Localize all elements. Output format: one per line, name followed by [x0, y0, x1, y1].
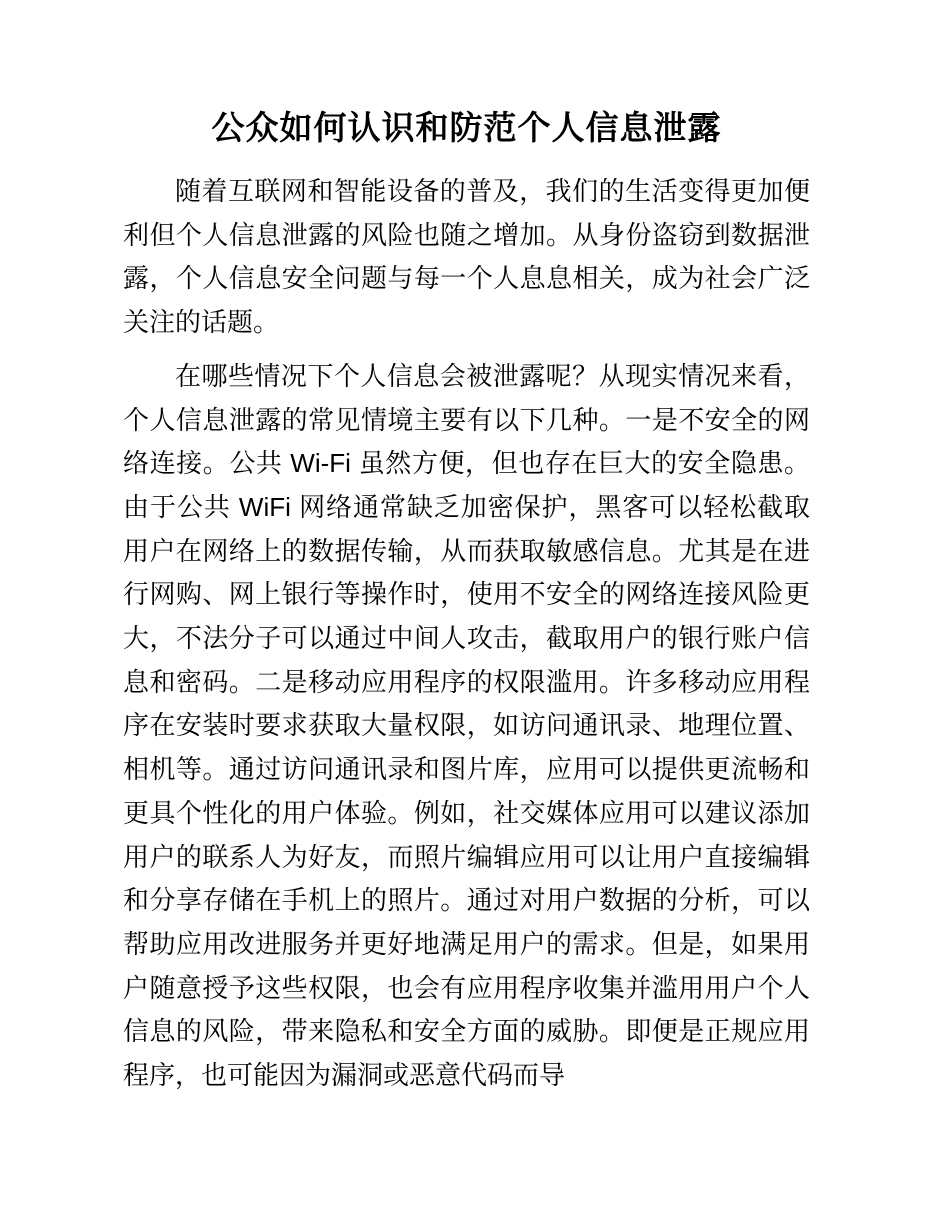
paragraph-body: 在哪些情况下个人信息会被泄露呢？从现实情况来看，个人信息泄露的常见情境主要有以下几种。一是不安全的网络连接。公共 Wi-Fi 虽然方便，但也存在巨大的安全隐患。由于公共 WiFi 网络通常缺乏加密保护，黑客可以轻松截取用户在网络上的数据传输，从而获取敏感信息。尤其是在进行网购、网上银行等操作时，使用不安全的网络连接风险更大，不法分子可以通过中间人攻击，截取用户的银行账户信息和密码。二是移动应用程序的权限滥用。许多移动应用程序在安装时要求获取大量权限，如访问通讯录、地理位置、相机等。通过访问通讯录和图片库，应用可以提供更流畅和更具个性化的用户体验。例如，社交媒体应用可以建议添加用户的联系人为好友，而照片编辑应用可以让用户直接编辑和分享存储在手机上的照片。通过对用户数据的分析，可以帮助应用改进服务并更好地满足用户的需求。但是，如果用户随意授予这些权限，也会有应用程序收集并滥用用户个人信息的风险，带来隐私和安全方面的威胁。即便是正规应用程序，也可能因为漏洞或恶意代码而导	[123, 360, 810, 1091]
paragraph-intro: 随着互联网和智能设备的普及，我们的生活变得更加便利但个人信息泄露的风险也随之增加。从身份盗窃到数据泄露，个人信息安全问题与每一个人息息相关，成为社会广泛关注的话题。	[123, 176, 810, 338]
document-title: 公众如何认识和防范个人信息泄露	[211, 109, 722, 146]
